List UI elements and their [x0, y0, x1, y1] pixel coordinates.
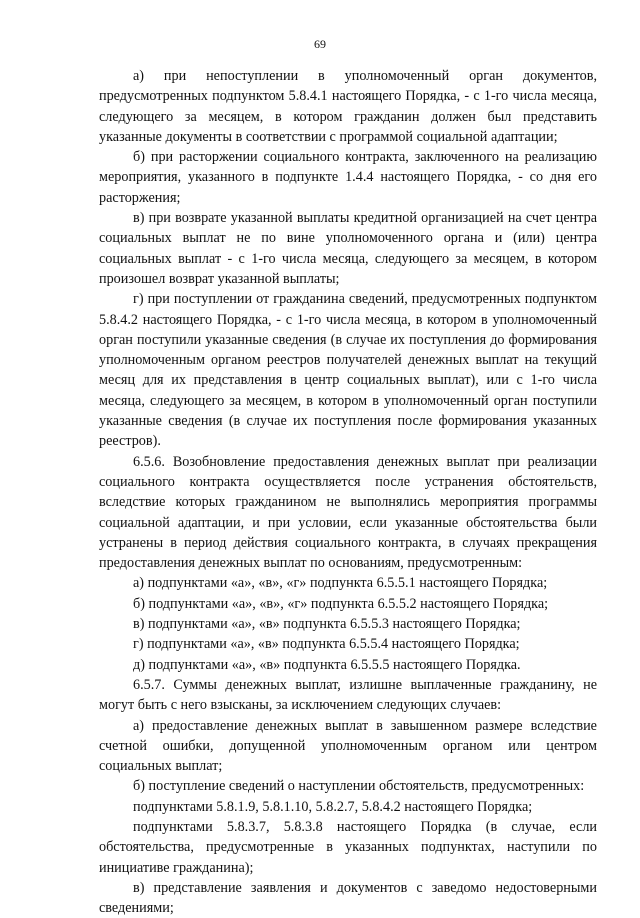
paragraph-6-5-7-b: б) поступление сведений о наступлении обстоятельств, предусмотренных:	[133, 778, 585, 795]
paragraph-6-5-6-g: г) подпунктами «а», «в» подпункта 6.5.5.4 настоящего Порядка;	[133, 636, 520, 653]
paragraph-6-5-6-b: б) подпунктами «а», «в», «г» подпункта 6.5.5.2 настоящего Порядка;	[133, 595, 549, 612]
paragraph-6-5-7-b-1: подпунктами 5.8.1.9, 5.8.1.10, 5.8.2.7, 5.8.4.2 настоящего Порядка;	[133, 798, 533, 815]
paragraph-6-5-6-a: а) подпунктами «а», «в», «г» подпункта 6.5.5.1 настоящего Порядка;	[133, 575, 548, 592]
page-number: 69	[314, 37, 326, 51]
document-body	[99, 66, 597, 918]
paragraph-6-5-7-a: а) предоставление денежных выплат в завышенном размере вследствие счетной ошибки, допущенной уполномоченным органом или центром социальных выплат;	[99, 717, 597, 775]
paragraph-6-5-7-v: в) представление заявления и документов с заведомо недостоверными сведениями;	[99, 879, 597, 917]
paragraph-6-5-5-5-a: а) при непоступлении в уполномоченный орган документов, предусмотренных подпунктом 5.8.4.1 настоящего Порядка, - с 1-го числа месяца, следующего за месяцем, в котором гражданин должен был представить указанные документы в соответствии с программой социальной адаптации;	[99, 68, 597, 145]
paragraph-6-5-5-5-v: в) при возврате указанной выплаты кредитной организацией на счет центра социальных выплат не по вине уполномоченного органа и (или) центра социальных выплат - с 1-го числа месяца, следующего за месяцем, в котором произошел возврат указанной выплаты;	[99, 210, 597, 287]
paragraph-6-5-5-5-b: б) при расторжении социального контракта, заключенного на реализацию мероприятия, указанного в подпункте 1.4.4 настоящего Порядка, - со дня его расторжения;	[99, 149, 597, 206]
paragraph-6-5-5-5-g: г) при поступлении от гражданина сведений, предусмотренных подпунктом 5.8.4.2 настоящего Порядка, - с 1-го числа месяца, в котором в уполномоченный орган поступили указанные сведения (в случае их поступления до формирования уполномоченным органом реестров получателей денежных выплат на текущий месяц для их представления в центр социальных выплат), или с 1-го числа месяца, следующего за месяцем, в котором в уполномоченный орган поступили указанные сведения (в случае их поступления после формирования указанных реестров).	[99, 291, 597, 450]
paragraph-6-5-7: 6.5.7. Суммы денежных выплат, излишне выплаченные гражданину, не могут быть с него взысканы, за исключением следующих случаев:	[99, 676, 597, 714]
paragraph-6-5-7-b-2: подпунктами 5.8.3.7, 5.8.3.8 настоящего Порядка (в случае, если обстоятельства, предусмотренные в указанных подпунктах, наступили по инициативе гражданина);	[99, 818, 597, 876]
paragraph-6-5-6: 6.5.6. Возобновление предоставления денежных выплат при реализации социального контракта осуществляется после устранения обстоятельств, вследствие которых гражданином не выполнялись мероприятия программы социальной адаптации, и при условии, если указанные обстоятельства были устранены в период действия социального контракта, в случаях прекращения предоставления денежных выплат по основаниям, предусмотренным:	[99, 453, 597, 572]
paragraph-6-5-6-v: в) подпунктами «а», «в» подпункта 6.5.5.3 настоящего Порядка;	[133, 616, 521, 633]
paragraph-6-5-6-d: д) подпунктами «а», «в» подпункта 6.5.5.5 настоящего Порядка.	[133, 656, 521, 673]
